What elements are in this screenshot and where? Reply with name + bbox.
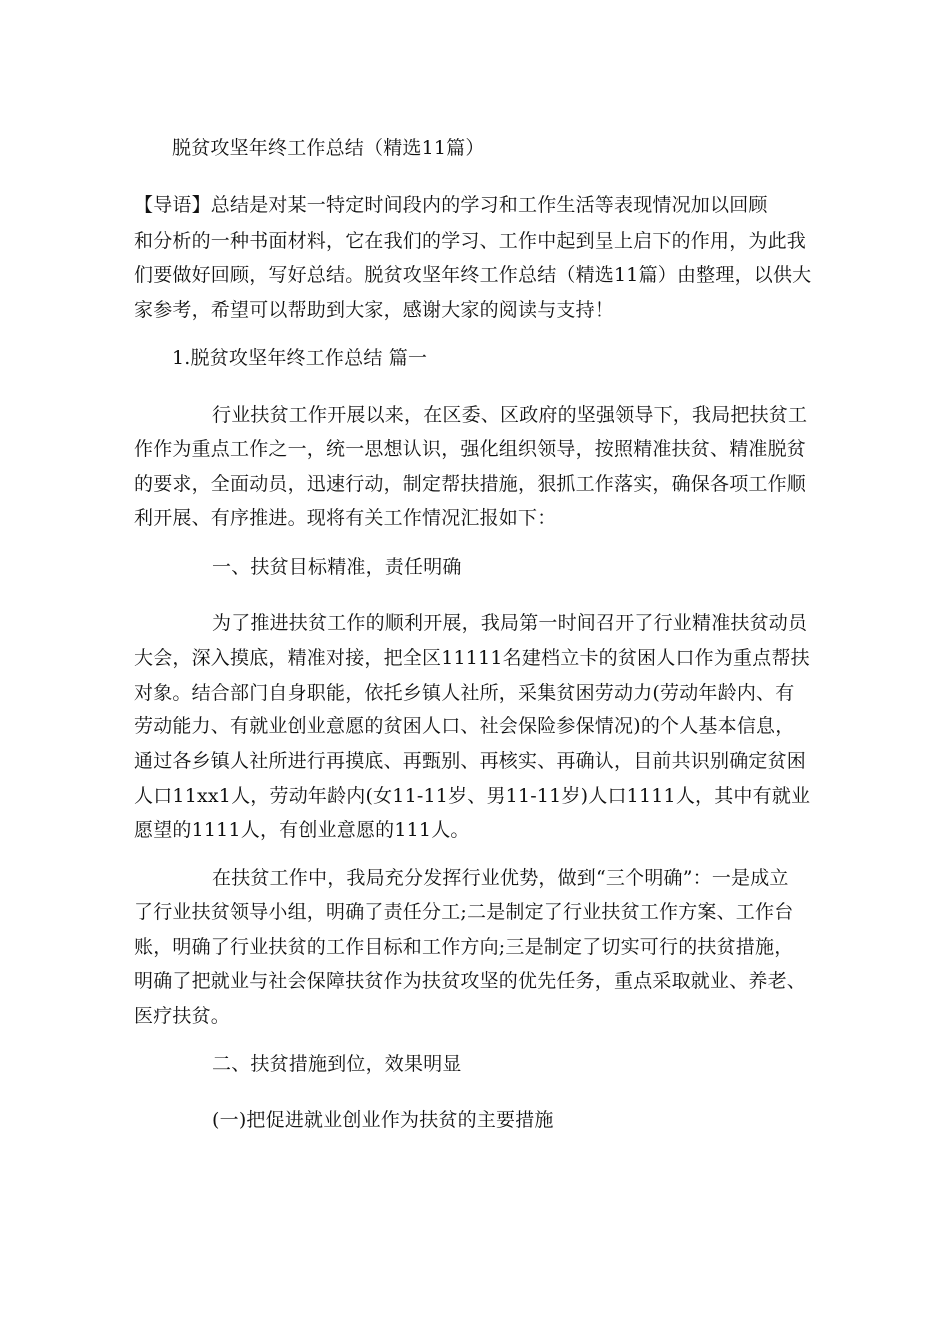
para2-line-3: 对象。结合部门自身职能，依托乡镇人社所，采集贫困劳动力(劳动年龄内、有 bbox=[134, 682, 795, 704]
para2-line-1: 为了推进扶贫工作的顺利开展，我局第一时间召开了行业精准扶贫动员 bbox=[212, 612, 808, 634]
para1-line-2: 作作为重点工作之一，统一思想认识，强化组织领导，按照精准扶贫、精准脱贫 bbox=[134, 438, 807, 460]
heading-2: 二、扶贫措施到位，效果明显 bbox=[212, 1053, 462, 1075]
document-title: 脱贫攻坚年终工作总结（精选11篇） bbox=[172, 137, 485, 159]
section-title: 1.脱贫攻坚年终工作总结 篇一 bbox=[172, 347, 428, 369]
para2-line-6: 人口11xx1人，劳动年龄内(女11-11岁、男11-11岁)人口1111人，其中有就业 bbox=[134, 785, 811, 807]
para3-line-3: 账，明确了行业扶贫的工作目标和工作方向;三是制定了切实可行的扶贫措施， bbox=[134, 936, 794, 958]
heading-3: (一)把促进就业创业作为扶贫的主要措施 bbox=[212, 1109, 554, 1131]
intro-line-3: 们要做好回顾，写好总结。脱贫攻坚年终工作总结（精选11篇）由整理，以供大 bbox=[134, 264, 812, 286]
para1-line-1: 行业扶贫工作开展以来，在区委、区政府的坚强领导下，我局把扶贫工 bbox=[212, 404, 808, 426]
intro-line-4: 家参考，希望可以帮助到大家，感谢大家的阅读与支持！ bbox=[134, 299, 615, 321]
para1-line-4: 利开展、有序推进。现将有关工作情况汇报如下： bbox=[134, 507, 557, 529]
para3-line-1: 在扶贫工作中，我局充分发挥行业优势，做到“三个明确”：一是成立 bbox=[212, 867, 789, 889]
para1-line-3: 的要求，全面动员，迅速行动，制定帮扶措施，狠抓工作落实，确保各项工作顺 bbox=[134, 473, 807, 495]
intro-line-2: 和分析的一种书面材料，它在我们的学习、工作中起到呈上启下的作用，为此我 bbox=[134, 230, 807, 252]
para2-line-2: 大会，深入摸底，精准对接，把全区11111名建档立卡的贫困人口作为重点帮扶 bbox=[134, 647, 810, 669]
para2-line-5: 通过各乡镇人社所进行再摸底、再甄别、再核实、再确认，目前共识别确定贫困 bbox=[134, 750, 807, 772]
para3-line-2: 了行业扶贫领导小组，明确了责任分工;二是制定了行业扶贫工作方案、工作台 bbox=[134, 901, 794, 923]
para2-line-4: 劳动能力、有就业创业意愿的贫困人口、社会保险参保情况)的个人基本信息， bbox=[134, 715, 795, 737]
intro-line-1: 【导语】总结是对某一特定时间段内的学习和工作生活等表现情况加以回顾 bbox=[134, 194, 768, 216]
para2-line-7: 愿望的1111人，有创业意愿的111人。 bbox=[134, 819, 470, 841]
heading-1: 一、扶贫目标精准，责任明确 bbox=[212, 556, 462, 578]
para3-line-4: 明确了把就业与社会保障扶贫作为扶贫攻坚的优先任务，重点采取就业、养老、 bbox=[134, 970, 807, 992]
para3-line-5: 医疗扶贫。 bbox=[134, 1005, 231, 1027]
